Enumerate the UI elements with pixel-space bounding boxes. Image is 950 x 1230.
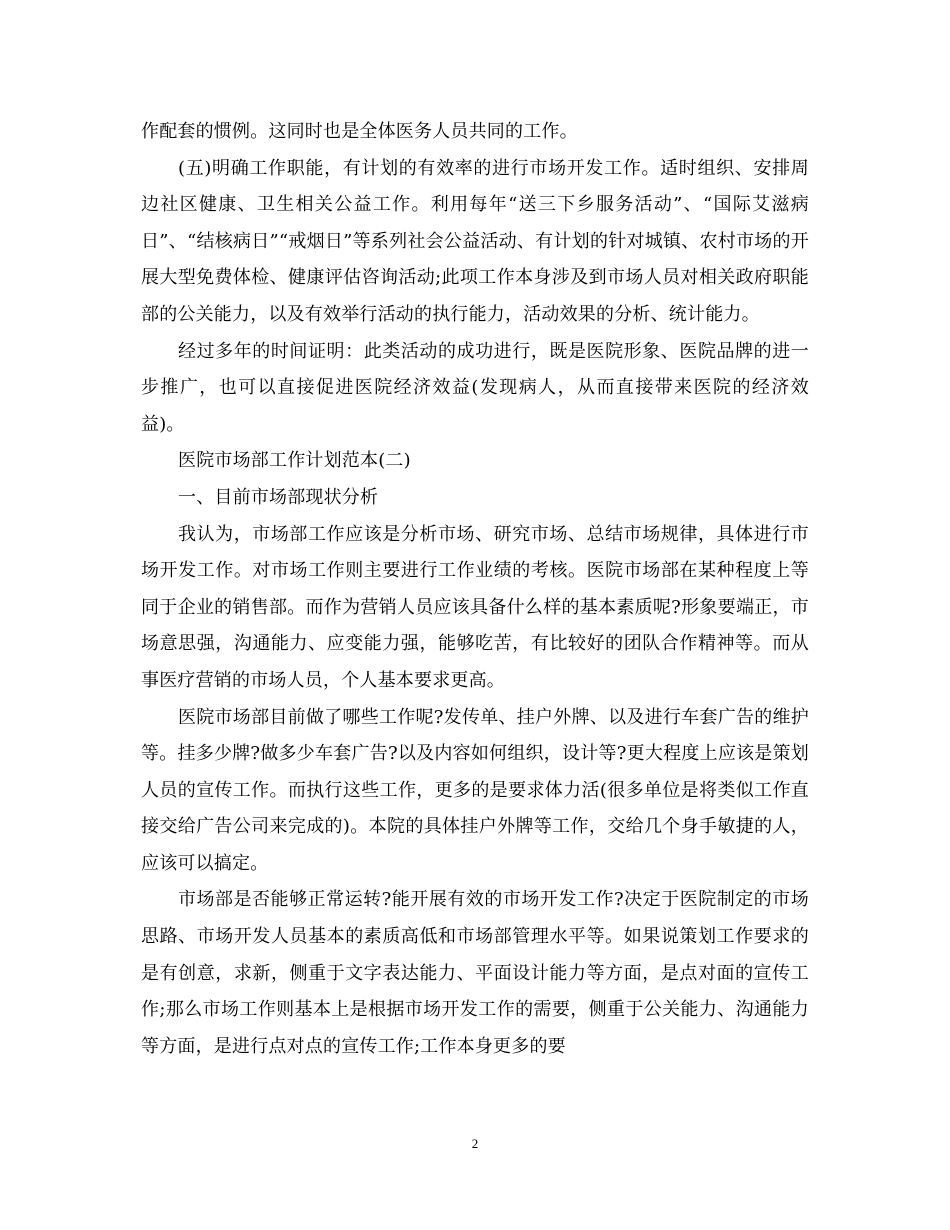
page-number: 2 — [471, 1136, 479, 1151]
paragraph-8: 市场部是否能够正常运转?能开展有效的市场开发工作?决定于医院制定的市场思路、市场开发人员基本的素质高低和市场部管理水平等。如果说策划工作要求的是有创意，求新，侧重于文字表达能力、平面设计能力等方面，是点对面的宣传工作;那么市场工作则基本上是根据市场开发工作的需要，侧重于公关能力、沟通能力等方面，是进行点对点的宣传工作;工作本身更多的要 — [141, 889, 809, 1057]
section-heading: 医院市场部工作计划范本(二) — [178, 450, 411, 472]
paragraph-2: (五)明确工作职能，有计划的有效率的进行市场开发工作。适时组织、安排周边社区健康、卫生相关公益工作。利用每年“送三下乡服务活动”、“国际艾滋病日”、“结核病日”“戒烟日”等系列社会公益活动、有计划的针对城镇、农村市场的开展大型免费体检、健康评估咨询活动;此项工作本身涉及到市场人员对相关政府职能部的公关能力，以及有效举行活动的执行能力，活动效果的分析、统计能力。 — [141, 157, 809, 325]
body-text — [141, 114, 809, 1065]
paragraph-3: 经过多年的时间证明：此类活动的成功进行，既是医院形象、医院品牌的进一步推广，也可以直接促进医院经济效益(发现病人，从而直接带来医院的经济效益)。 — [141, 340, 809, 435]
subsection-heading: 一、目前市场部现状分析 — [178, 486, 379, 508]
paragraph-1: 作配套的惯例。这同时也是全体医务人员共同的工作。 — [141, 121, 578, 142]
paragraph-6: 我认为，市场部工作应该是分析市场、研究市场、总结市场规律，具体进行市场开发工作。对市场工作则主要进行工作业绩的考核。医院市场部在某种程度上等同于企业的销售部。而作为营销人员应该具备什么样的基本素质呢?形象要端正，市场意思强，沟通能力、应变能力强，能够吃苦，有比较好的团队合作精神等。而从事医疗营销的市场人员，个人基本要求更高。 — [141, 523, 809, 691]
paragraph-7: 医院市场部目前做了哪些工作呢?发传单、挂户外牌、以及进行车套广告的维护等。挂多少牌?做多少车套广告?以及内容如何组织，设计等?更大程度上应该是策划人员的宣传工作。而执行这些工作，更多的是要求体力活(很多单位是将类似工作直接交给广告公司来完成的)。本院的具体挂户外牌等工作，交给几个身手敏捷的人，应该可以搞定。 — [141, 706, 809, 874]
